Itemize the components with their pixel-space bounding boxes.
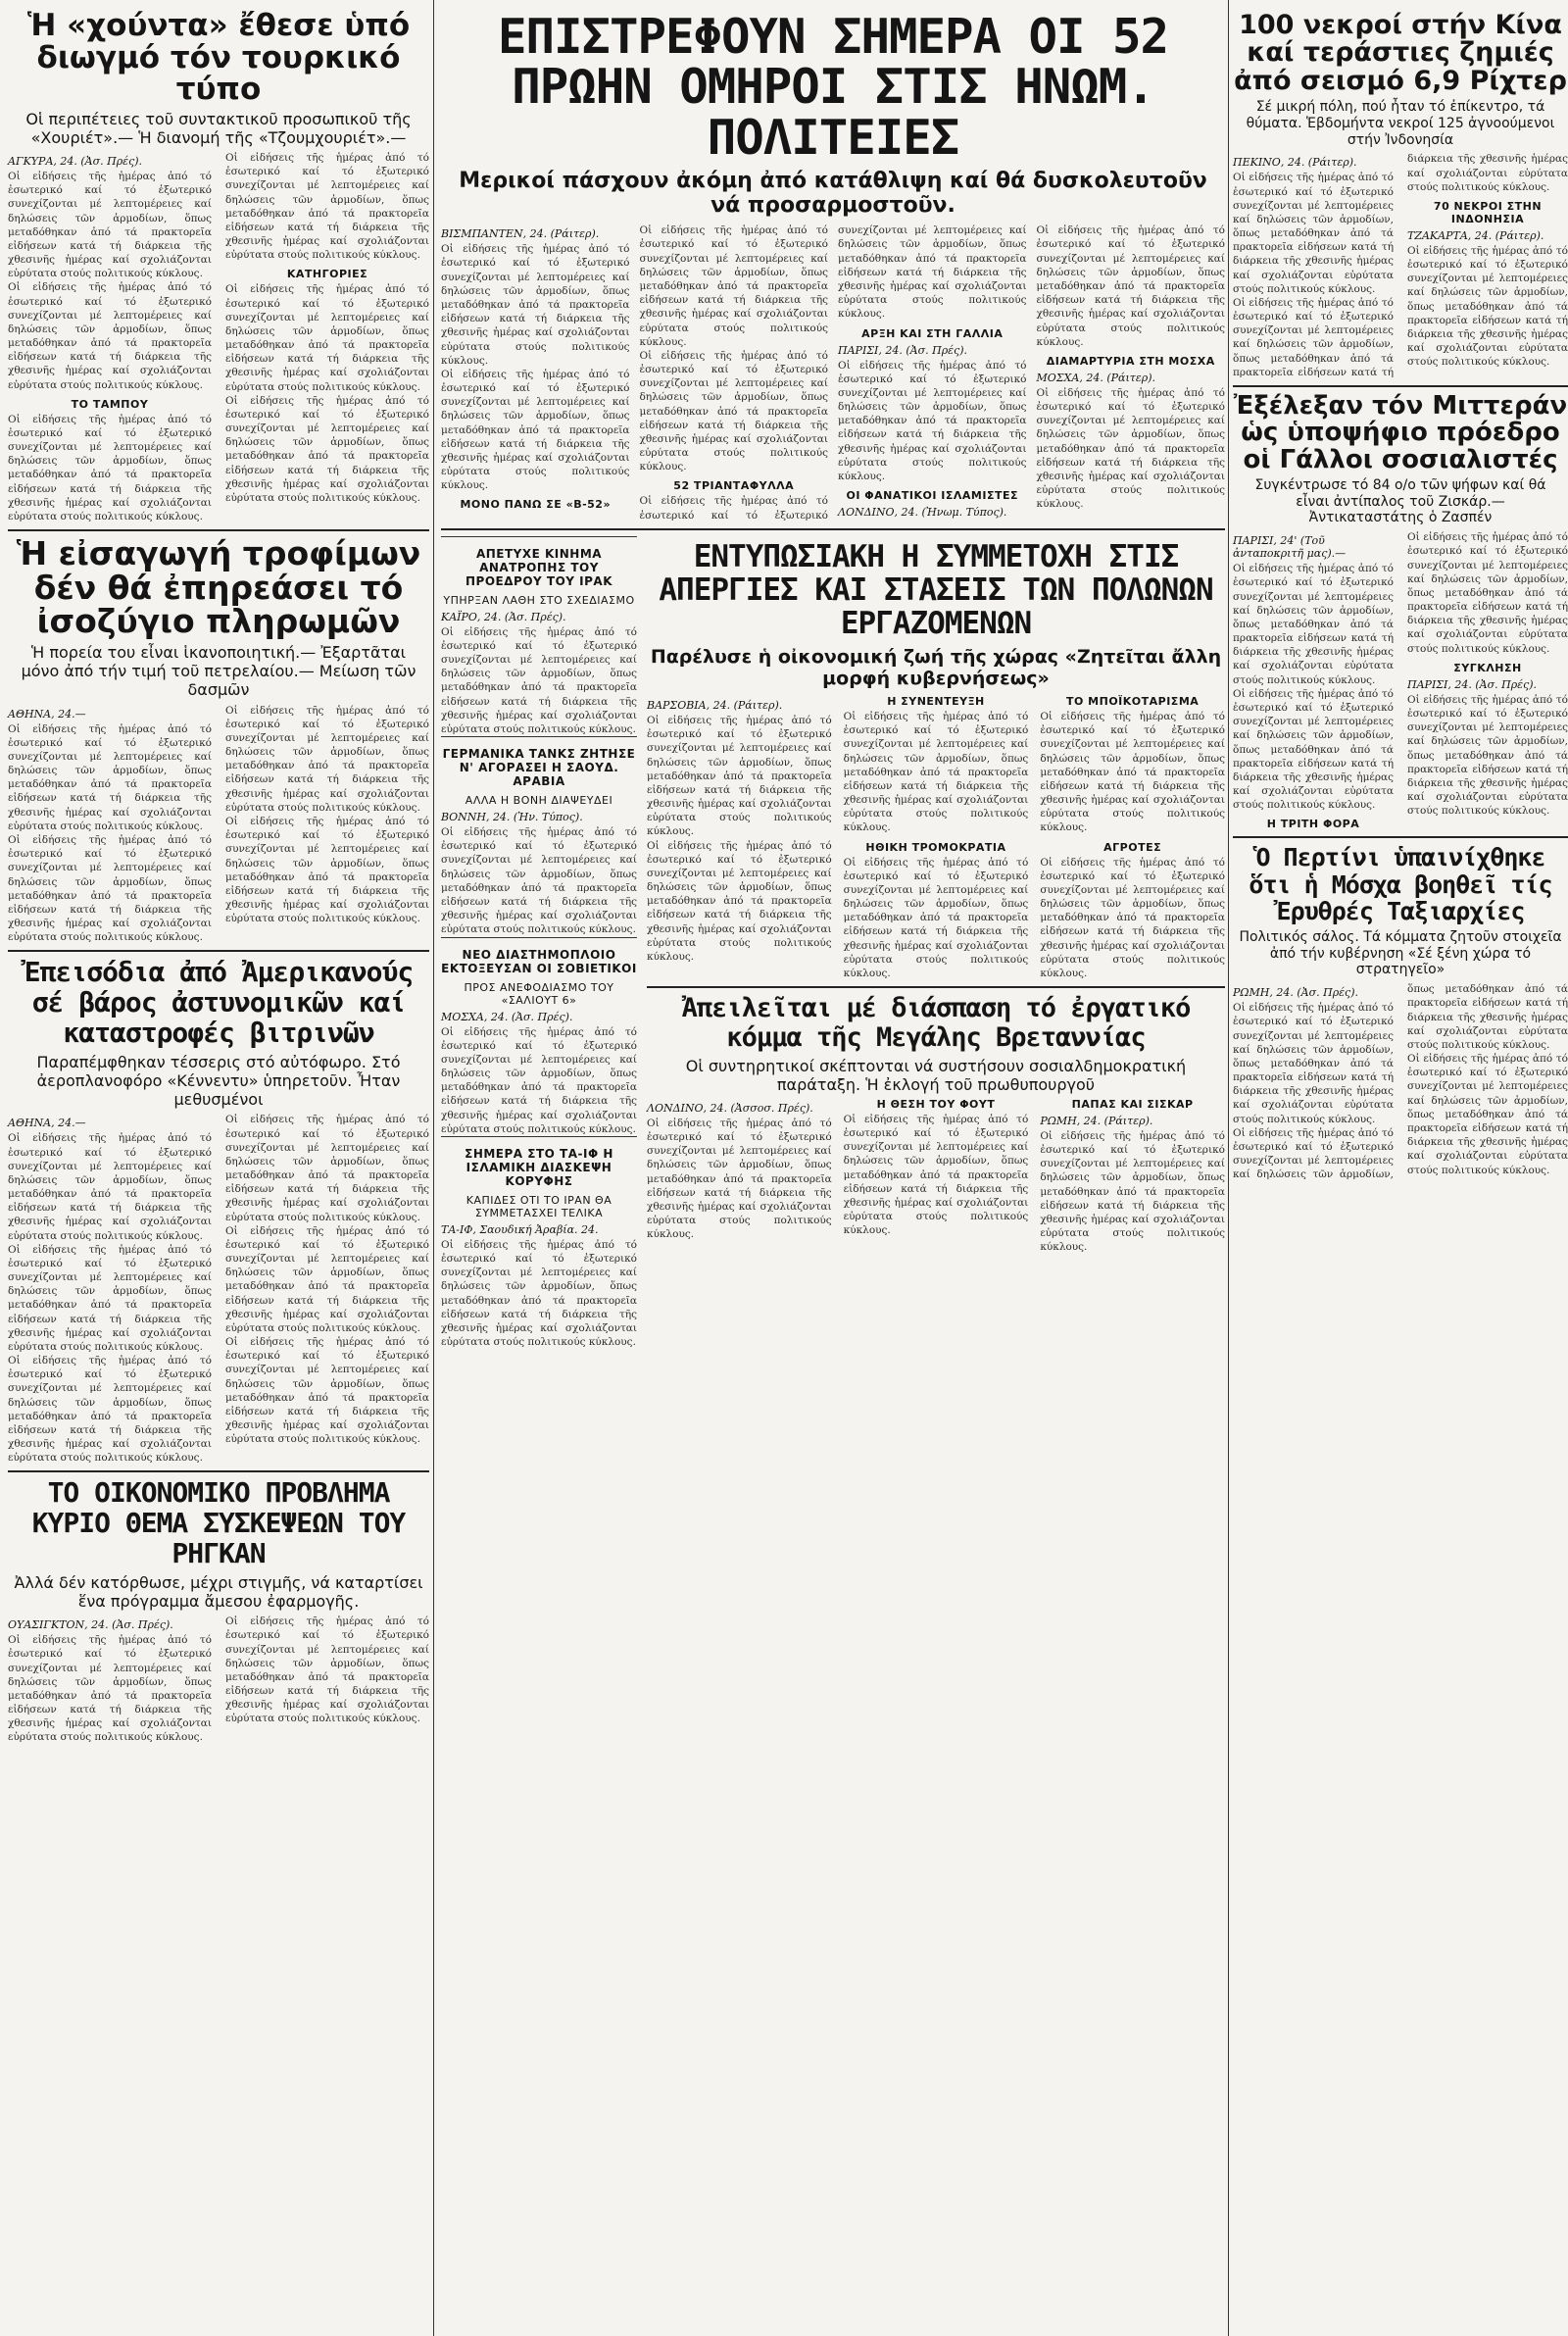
brief-sub: ΚΑΠΙΔΕΣ ΟΤΙ ΤΟ ΙΡΑΝ ΘΑ ΣΥΜΜΕΤΑΣΧΕΙ ΤΕΛΙΚΑ xyxy=(466,1193,612,1219)
headline: Ἡ «χούντα» ἔθεσε ὑπό διωγμό τόν τουρκικό τύπο xyxy=(26,8,411,108)
body-text: Οἱ εἰδήσεις τῆς ἡμέρας ἀπό τό ἐσωτερικό καί τό ἐξωτερικό συνεχίζονται μέ λεπτομέρειες καί δηλώσεις τῶν ἁρμοδίων, ὅπως μεταδόθηκαν ἀπό τά πρακτορεῖα εἰδήσεων κατά τή διάρκεια τῆς χθεσινῆς ἡμέρας καί σχολιάζονται εὐρύτατα στούς πολιτικούς κύκλους. xyxy=(441,625,637,735)
body-text: Οἱ εἰδήσεις τῆς ἡμέρας ἀπό τό ἐσωτερικό καί τό ἐξωτερικό συνεχίζονται μέ λεπτομέρειες καί δηλώσεις τῶν ἁρμοδίων, ὅπως μεταδόθηκαν ἀπό τά πρακτορεῖα εἰδήσεων κατά τή διάρκεια τῆς χθεσινῆς ἡμέρας καί σχολιάζονται εὐρύτατα στούς πολιτικούς κύκλους. xyxy=(225,816,429,925)
brief-headline: ΝΕΟ ΔΙΑΣΤΗΜΟΠΛΟΙΟ ΕΚΤΟΞΕΥΣΑΝ ΟΙ ΣΟΒΙΕΤΙΚΟΙ xyxy=(441,947,637,975)
section-heading: ΑΡΞΗ ΚΑΙ ΣΤΗ ΓΑΛΛΙΑ xyxy=(861,326,1004,340)
subheadline: Ἡ πορεία του εἶναι ἱκανοποιητική.— Ἐξαρτᾶται μόνο ἀπό τήν τιμή τοῦ πετρελαίου.— Μείωση τῶν δασμῶν xyxy=(21,643,416,700)
body-text: Οἱ εἰδήσεις τῆς ἡμέρας ἀπό τό ἐσωτερικό καί τό ἐξωτερικό συνεχίζονται μέ λεπτομέρειες καί δηλώσεις τῶν ἁρμοδίων, ὅπως μεταδόθηκαν ἀπό τά πρακτορεῖα εἰδήσεων κατά τή διάρκεια τῆς χθεσινῆς ἡμέρας καί σχολιάζονται εὐρύτατα στούς πολιτικούς κύκλους. xyxy=(843,856,1029,979)
body-text: Οἱ εἰδήσεις τῆς ἡμέρας ἀπό τό ἐσωτερικό καί τό ἐξωτερικό συνεχίζονται μέ λεπτομέρειες καί δηλώσεις τῶν ἁρμοδίων, ὅπως μεταδόθηκαν ἀπό τά πρακτορεῖα εἰδήσεων κατά τή διάρκεια τῆς χθεσινῆς ἡμέρας καί σχολιάζονται εὐρύτατα στούς πολιτικούς κύκλους. xyxy=(1407,244,1568,369)
article-hostages xyxy=(441,9,1225,522)
body-text: Οἱ εἰδήσεις τῆς ἡμέρας ἀπό τό ἐσωτερικό καί τό ἐξωτερικό συνεχίζονται μέ λεπτομέρειες καί δηλώσεις τῶν ἁρμοδίων, ὅπως μεταδόθηκαν ἀπό τά πρακτορεῖα εἰδήσεων κατά τή διάρκεια τῆς χθεσινῆς ἡμέρας καί σχολιάζονται εὐρύτατα στούς πολιτικούς κύκλους. xyxy=(225,152,429,262)
article-mitterrand xyxy=(1233,393,1568,830)
body-text: Οἱ εἰδήσεις τῆς ἡμέρας ἀπό τό ἐσωτερικό καί τό ἐξωτερικό συνεχίζονται μέ λεπτομέρειες καί δηλώσεις τῶν ἁρμοδίων, ὅπως μεταδόθηκαν ἀπό τά πρακτορεῖα εἰδήσεων κατά τή διάρκεια τῆς χθεσινῆς ἡμέρας καί σχολιάζονται εὐρύτατα στούς πολιτικούς κύκλους. xyxy=(225,1114,429,1223)
section-heading: 70 ΝΕΚΡΟΙ ΣΤΗΝ ΙΝΔΟΝΗΣΙΑ xyxy=(1433,199,1543,225)
dateline: ΜΟΣΧΑ, 24. (Ράιτερ). xyxy=(1036,371,1155,384)
brief-islamic-summit xyxy=(441,1136,637,1349)
dateline: ΛΟΝΔΙΝΟ, 24. (Ἀσσοσ. Πρές). xyxy=(647,1101,813,1115)
body-text: Οἱ εἰδήσεις τῆς ἡμέρας ἀπό τό ἐσωτερικό καί τό ἐξωτερικό συνεχίζονται μέ λεπτομέρειες καί δηλώσεις τῶν ἁρμοδίων, ὅπως μεταδόθηκαν ἀπό τά πρακτορεῖα εἰδήσεων κατά τή διάρκεια τῆς χθεσινῆς ἡμέρας καί σχολιάζονται εὐρύτατα στούς πολιτικούς κύκλους. xyxy=(1233,153,1568,378)
dateline: ΠΕΚΙΝΟ, 24. (Ράιτερ). xyxy=(1233,156,1357,170)
column-rule xyxy=(1228,0,1229,2336)
body-text: Οἱ εἰδήσεις τῆς ἡμέρας ἀπό τό ἐσωτερικό καί τό ἐξωτερικό συνεχίζονται μέ λεπτομέρειες καί δηλώσεις τῶν ἁρμοδίων, ὅπως μεταδόθηκαν ἀπό τά πρακτορεῖα εἰδήσεων κατά τή διάρκεια τῆς χθεσινῆς ἡμέρας καί σχολιάζονται εὐρύτατα στούς πολιτικούς κύκλους. xyxy=(647,1117,832,1241)
body-text: Οἱ εἰδήσεις τῆς ἡμέρας ἀπό τό ἐσωτερικό καί τό ἐξωτερικό συνεχίζονται μέ λεπτομέρειες καί δηλώσεις τῶν ἁρμοδίων, ὅπως μεταδόθηκαν ἀπό τά πρακτορεῖα εἰδήσεων κατά τή διάρκεια τῆς χθεσινῆς ἡμέρας καί σχολιάζονται εὐρύτατα στούς πολιτικούς κύκλους. xyxy=(647,715,832,838)
section-heading: ΠΑΠΑΣ ΚΑΙ ΣΙΣΚΑΡ xyxy=(1071,1097,1194,1111)
body-text: Οἱ εἰδήσεις τῆς ἡμέρας ἀπό τό ἐσωτερικό καί τό ἐξωτερικό συνεχίζονται μέ λεπτομέρειες καί δηλώσεις τῶν ἁρμοδίων, ὅπως μεταδόθηκαν ἀπό τά πρακτορεῖα εἰδήσεων κατά τή διάρκεια τῆς χθεσινῆς ἡμέρας καί σχολιάζονται εὐρύτατα στούς πολιτικούς κύκλους. xyxy=(1407,693,1568,818)
body-text: Οἱ εἰδήσεις τῆς ἡμέρας ἀπό τό ἐσωτερικό καί τό ἐξωτερικό συνεχίζονται μέ λεπτομέρειες καί δηλώσεις τῶν ἁρμοδίων, ὅπως μεταδόθηκαν ἀπό τά πρακτορεῖα εἰδήσεων κατά τή διάρκεια τῆς χθεσινῆς ἡμέρας καί σχολιάζονται εὐρύτατα στούς πολιτικούς κύκλους. xyxy=(8,171,212,280)
body-text: Οἱ εἰδήσεις τῆς ἡμέρας ἀπό τό ἐσωτερικό καί τό ἐξωτερικό συνεχίζονται μέ λεπτομέρειες καί δηλώσεις τῶν ἁρμοδίων, ὅπως μεταδόθηκαν ἀπό τά πρακτορεῖα εἰδήσεων κατά τή διάρκεια τῆς χθεσινῆς ἡμέρας καί σχολιάζονται εὐρύτατα στούς πολιτικούς κύκλους. xyxy=(8,281,212,391)
dateline: ΑΘΗΝΑ, 24.— xyxy=(8,707,86,721)
article-food-imports xyxy=(8,534,429,944)
article-china-quake xyxy=(1233,12,1568,379)
divider xyxy=(8,529,429,531)
section-heading: ΔΙΑΜΑΡΤΥΡΙΑ ΣΤΗ ΜΟΣΧΑ xyxy=(1046,354,1215,368)
right-column xyxy=(1233,0,1568,1186)
brief-sub: ΥΠΗΡΞΑΝ ΛΑΘΗ ΣΤΟ ΣΧΕΔΙΑΣΜΟ xyxy=(443,593,635,607)
article-turkish-press xyxy=(8,10,429,523)
body-text: Οἱ εἰδήσεις τῆς ἡμέρας ἀπό τό ἐσωτερικό καί τό ἐξωτερικό συνεχίζονται μέ λεπτομέρειες καί δηλώσεις τῶν ἁρμοδίων, ὅπως μεταδόθηκαν ἀπό τά πρακτορεῖα εἰδήσεων κατά τή διάρκεια τῆς χθεσινῆς ἡμέρας καί σχολιάζονται εὐρύτατα στούς πολιτικούς κύκλους. xyxy=(8,413,212,522)
brief-sub: ΑΛΛΑ Η ΒΟΝΗ ΔΙΑΨΕΥΔΕΙ xyxy=(465,794,613,808)
divider xyxy=(8,950,429,952)
body-text: Οἱ εἰδήσεις τῆς ἡμέρας ἀπό τό ἐσωτερικό καί τό ἐξωτερικό συνεχίζονται μέ λεπτομέρειες καί δηλώσεις τῶν ἁρμοδίων, ὅπως μεταδόθηκαν ἀπό τά πρακτορεῖα εἰδήσεων κατά τή διάρκεια τῆς χθεσινῆς ἡμέρας καί σχολιάζονται εὐρύτατα στούς πολιτικούς κύκλους. xyxy=(441,243,630,367)
section-heading: ΜΟΝΟ ΠΑΝΩ ΣΕ «Β-52» xyxy=(460,498,612,512)
section-heading: ΑΓΡΟΤΕΣ xyxy=(1103,840,1162,854)
headline: ΕΝΤΥΠΩΣΙΑΚΗ Η ΣΥΜΜΕΤΟΧΗ ΣΤΙΣ ΑΠΕΡΓΙΕΣ ΚΑΙ ΣΤΑΣΕΙΣ ΤΩΝ ΠΟΛΩΝΩΝ ΕΡΓΑΖΟΜΕΝΩΝ xyxy=(659,538,1213,641)
dateline: ΜΟΣΧΑ, 24. (Ἀσ. Πρές). xyxy=(441,1010,573,1023)
dateline: ΡΩΜΗ, 24. (Ἀσ. Πρές). xyxy=(1233,986,1359,1000)
subheadline: Παρέλυσε ἡ οἰκονομική ζωή τῆς χώρας «Ζητεῖται ἄλλη μορφή κυβερνήσεως» xyxy=(650,646,1222,690)
body-text: Οἱ εἰδήσεις τῆς ἡμέρας ἀπό τό ἐσωτερικό καί τό ἐξωτερικό συνεχίζονται μέ λεπτομέρειες καί δηλώσεις τῶν ἁρμοδίων, ὅπως μεταδόθηκαν ἀπό τά πρακτορεῖα εἰδήσεων κατά τή διάρκεια τῆς χθεσινῆς ἡμέρας καί σχολιάζονται εὐρύτατα στούς πολιτικούς κύκλους. xyxy=(441,826,637,936)
subheadline: Πολιτικός σάλος. Τά κόμματα ζητοῦν στοιχεῖα ἀπό τήν κυβέρνηση «Σέ ξένη χώρα τό στρατηγεῖο» xyxy=(1239,928,1562,978)
body-text: Οἱ εἰδήσεις τῆς ἡμέρας ἀπό τό ἐσωτερικό καί τό ἐξωτερικό συνεχίζονται μέ λεπτομέρειες καί δηλώσεις τῶν ἁρμοδίων, ὅπως μεταδόθηκαν ἀπό τά πρακτορεῖα εἰδήσεων κατά τή διάρκεια τῆς χθεσινῆς ἡμέρας καί σχολιάζονται εὐρύτατα στούς πολιτικούς κύκλους. xyxy=(225,1336,429,1446)
body-text: Οἱ εἰδήσεις τῆς ἡμέρας ἀπό τό ἐσωτερικό καί τό ἐξωτερικό συνεχίζονται μέ λεπτομέρειες καί δηλώσεις τῶν ἁρμοδίων, ὅπως μεταδόθηκαν ἀπό τά πρακτορεῖα εἰδήσεων κατά τή διάρκεια τῆς χθεσινῆς ἡμέρας καί σχολιάζονται εὐρύτατα στούς πολιτικούς κύκλους. xyxy=(1233,563,1394,686)
brief-tanks xyxy=(441,736,637,936)
subheadline: Συγκέντρωσε τό 84 ο/ο τῶν ψήφων καί θά εἶναι ἀντίπαλος τοῦ Ζισκάρ.— Ἀντικαταστάτης ὁ Ζασπέν xyxy=(1254,476,1546,526)
section-heading: Η ΣΥΝΕΝΤΕΥΞΗ xyxy=(887,695,985,709)
section-heading: ΤΟ ΜΠΟΪΚΟΤΑΡΙΣΜΑ xyxy=(1065,695,1200,709)
body-text: Οἱ εἰδήσεις τῆς ἡμέρας ἀπό τό ἐσωτερικό καί τό ἐξωτερικό συνεχίζονται μέ λεπτομέρειες καί δηλώσεις τῶν ἁρμοδίων, ὅπως μεταδόθηκαν ἀπό τά πρακτορεῖα εἰδήσεων κατά τή διάρκεια τῆς χθεσινῆς ἡμέρας καί σχολιάζονται εὐρύτατα στούς πολιτικούς κύκλους. xyxy=(639,224,828,348)
brief-headline: ΓΕΡΜΑΝΙΚΑ ΤΑΝΚΣ ΖΗΤΗΣΕ Ν' ΑΓΟΡΑΣΕΙ Η ΣΑΟΥΔ. ΑΡΑΒΙΑ xyxy=(442,747,636,789)
brief-headline: ΣΗΜΕΡΑ ΣΤΟ ΤΑ-ΙΦ Η ΙΣΛΑΜΙΚΗ ΔΙΑΣΚΕΨΗ ΚΟΡΥΦΗΣ xyxy=(465,1146,613,1188)
body-text: Οἱ εἰδήσεις τῆς ἡμέρας ἀπό τό ἐσωτερικό καί τό ἐξωτερικό συνεχίζονται μέ λεπτομέρειες καί δηλώσεις τῶν ἁρμοδίων, ὅπως μεταδόθηκαν ἀπό τά πρακτορεῖα εἰδήσεων κατά τή διάρκεια τῆς χθεσινῆς ἡμέρας καί σχολιάζονται εὐρύτατα στούς πολιτικούς κύκλους. xyxy=(1036,386,1225,511)
brief-headline: ΑΠΕΤΥΧΕ ΚΙΝΗΜΑ ΑΝΑΤΡΟΠΗΣ ΤΟΥ ΠΡΟΕΔΡΟΥ ΤΟΥ ΙΡΑΚ xyxy=(466,546,612,588)
divider xyxy=(1233,836,1568,838)
body-text: Οἱ εἰδήσεις τῆς ἡμέρας ἀπό τό ἐσωτερικό καί τό ἐξωτερικό συνεχίζονται μέ λεπτομέρειες καί δηλώσεις τῶν ἁρμοδίων, ὅπως μεταδόθηκαν ἀπό τά πρακτορεῖα εἰδήσεων κατά τή διάρκεια τῆς χθεσινῆς ἡμέρας καί σχολιάζονται εὐρύτατα στούς πολιτικούς κύκλους. xyxy=(225,704,429,814)
article-reagan-economy xyxy=(8,1478,429,1744)
body-text: Οἱ εἰδήσεις τῆς ἡμέρας ἀπό τό ἐσωτερικό καί τό ἐξωτερικό συνεχίζονται μέ λεπτομέρειες καί δηλώσεις τῶν ἁρμοδίων, ὅπως μεταδόθηκαν ἀπό τά πρακτορεῖα εἰδήσεων κατά τή διάρκεια τῆς χθεσινῆς ἡμέρας καί σχολιάζονται εὐρύτατα στούς πολιτικούς κύκλους. xyxy=(639,349,828,473)
subheadline: Μερικοί πάσχουν ἀκόμη ἀπό κατάθλιψη καί θά δυσκολευτοῦν νά προσαρμοστοῦν. xyxy=(459,169,1207,219)
lead-headline: ΕΠΙΣΤΡΕΦΟΥΝ ΣΗΜΕΡΑ ΟΙ 52 ΠΡΩΗΝ ΟΜΗΡΟΙ ΣΤΙΣ ΗΝΩΜ. ΠΟΛΙΤΕΙΕΣ xyxy=(497,9,1168,166)
dateline: ΠΑΡΙΣΙ, 24. (Ἀσ. Πρές). xyxy=(838,343,968,357)
divider xyxy=(1233,385,1568,387)
headline: 100 νεκροί στήν Κίνα καί τεράστιες ζημιές ἀπό σεισμό 6,9 Ρίχτερ xyxy=(1234,10,1567,96)
subheadline: Οἱ συντηρητικοί σκέπτονται νά συστήσουν σοσιαλδημοκρατική παράταξη. Ἡ ἐκλογή τοῦ πρωθυπουργοῦ xyxy=(685,1056,1187,1094)
body-text: Οἱ εἰδήσεις τῆς ἡμέρας ἀπό τό ἐσωτερικό καί τό ἐξωτερικό συνεχίζονται μέ λεπτομέρειες καί δηλώσεις τῶν ἁρμοδίων, ὅπως μεταδόθηκαν ἀπό τά πρακτορεῖα εἰδήσεων κατά τή διάρκεια τῆς χθεσινῆς ἡμέρας καί σχολιάζονται εὐρύτατα στούς πολιτικούς κύκλους. xyxy=(1233,1002,1394,1125)
section-heading: Η ΘΕΣΗ ΤΟΥ ΦΟΥΤ xyxy=(876,1097,996,1111)
article-pertini xyxy=(1233,844,1568,1181)
section-heading: ΗΘΙΚΗ ΤΡΟΜΟΚΡΑΤΙΑ xyxy=(865,840,1006,854)
lower-center xyxy=(441,536,1225,1350)
divider xyxy=(647,986,1225,988)
body-text: Οἱ εἰδήσεις τῆς ἡμέρας ἀπό τό ἐσωτερικό καί τό ἐξωτερικό συνεχίζονται μέ λεπτομέρειες καί δηλώσεις τῶν ἁρμοδίων, ὅπως μεταδόθηκαν ἀπό τά πρακτορεῖα εἰδήσεων κατά τή διάρκεια τῆς χθεσινῆς ἡμέρας καί σχολιάζονται εὐρύτατα στούς πολιτικούς κύκλους. xyxy=(8,834,212,944)
body-text: Οἱ εἰδήσεις τῆς ἡμέρας ἀπό τό ἐσωτερικό καί τό ἐξωτερικό συνεχίζονται μέ λεπτομέρειες καί δηλώσεις τῶν ἁρμοδίων, ὅπως μεταδόθηκαν ἀπό τά πρακτορεῖα εἰδήσεων κατά τή διάρκεια τῆς χθεσινῆς ἡμέρας καί σχολιάζονται εὐρύτατα στούς πολιτικούς κύκλους. xyxy=(843,711,1029,834)
body-text: Οἱ εἰδήσεις τῆς ἡμέρας ἀπό τό ἐσωτερικό καί τό ἐξωτερικό συνεχίζονται μέ λεπτομέρειες καί δηλώσεις τῶν ἁρμοδίων, ὅπως μεταδόθηκαν ἀπό τά πρακτορεῖα εἰδήσεων κατά τή διάρκεια τῆς χθεσινῆς ἡμέρας καί σχολιάζονται εὐρύτατα στούς πολιτικούς κύκλους. xyxy=(1233,687,1394,812)
body-text: Οἱ εἰδήσεις τῆς ἡμέρας ἀπό τό ἐσωτερικό καί τό ἐξωτερικό συνεχίζονται μέ λεπτομέρειες καί δηλώσεις τῶν ἁρμοδίων, ὅπως μεταδόθηκαν ἀπό τά πρακτορεῖα εἰδήσεων κατά τή διάρκεια τῆς χθεσινῆς ἡμέρας καί σχολιάζονται εὐρύτατα στούς πολιτικούς κύκλους. xyxy=(225,283,429,393)
body-text: Οἱ εἰδήσεις τῆς ἡμέρας ἀπό τό ἐσωτερικό καί τό ἐξωτερικό συνεχίζονται μέ λεπτομέρειες καί δηλώσεις τῶν ἁρμοδίων, ὅπως μεταδόθηκαν ἀπό τά πρακτορεῖα εἰδήσεων κατά τή διάρκεια τῆς χθεσινῆς ἡμέρας καί σχολιάζονται εὐρύτατα στούς πολιτικούς κύκλους. xyxy=(1407,1053,1568,1176)
dateline: ΠΑΡΙΣΙ, 24' (Τοῦ ἀνταποκριτῆ μας).— xyxy=(1233,534,1347,561)
subheadline: Παραπέμφθηκαν τέσσερις στό αὐτόφωρο. Στό ἀεροπλανοφόρο «Κέννεντυ» ὑπηρετοῦν. Ἦταν μεθυσμένοι xyxy=(36,1052,401,1110)
dateline: ΑΘΗΝΑ, 24.— xyxy=(8,1117,86,1130)
brief-sub: ΠΡΟΣ ΑΝΕΦΟΔΙΑΣΜΟ ΤΟΥ «ΣΑΛΙΟΥΤ 6» xyxy=(464,980,614,1007)
article-labour-split xyxy=(647,994,1225,1254)
body-text: Οἱ εἰδήσεις τῆς ἡμέρας ἀπό τό ἐσωτερικό καί τό ἐξωτερικό συνεχίζονται μέ λεπτομέρειες καί δηλώσεις τῶν ἁρμοδίων, ὅπως μεταδόθηκαν ἀπό τά πρακτορεῖα εἰδήσεων κατά τή διάρκεια τῆς χθεσινῆς ἡμέρας καί σχολιάζονται εὐρύτατα στούς πολιτικούς κύκλους. xyxy=(8,1132,212,1242)
briefs-column xyxy=(441,536,637,1350)
section-heading: ΣΥΓΚΛΗΣΗ xyxy=(1453,661,1522,674)
body-text: Οἱ εἰδήσεις τῆς ἡμέρας ἀπό τό ἐσωτερικό καί τό ἐξωτερικό συνεχίζονται μέ λεπτομέρειες καί δηλώσεις τῶν ἁρμοδίων, ὅπως μεταδόθηκαν ἀπό τά πρακτορεῖα εἰδήσεων κατά τή διάρκεια τῆς χθεσινῆς ἡμέρας καί σχολιάζονται εὐρύτατα στούς πολιτικούς κύκλους. xyxy=(1233,983,1568,1181)
section-heading: Η ΤΡΙΤΗ ΦΟΡΑ xyxy=(1266,818,1360,831)
body-text: Οἱ εἰδήσεις τῆς ἡμέρας ἀπό τό ἐσωτερικό καί τό ἐξωτερικό συνεχίζονται μέ λεπτομέρειες καί δηλώσεις τῶν ἁρμοδίων, ὅπως μεταδόθηκαν ἀπό τά πρακτορεῖα εἰδήσεων κατά τή διάρκεια τῆς χθεσινῆς ἡμέρας καί σχολιάζονται εὐρύτατα στούς πολιτικούς κύκλους. xyxy=(225,1615,429,1725)
dateline: ΚΑΪΡΟ, 24. (Ἀσ. Πρές). xyxy=(441,610,566,623)
dateline: ΛΟΝΔΙΝΟ, 24. (Ἠνωμ. Τύπος). xyxy=(838,506,1007,520)
section-heading: ΚΑΤΗΓΟΡΙΕΣ xyxy=(286,268,368,281)
body-text: Οἱ εἰδήσεις τῆς ἡμέρας ἀπό τό ἐσωτερικό καί τό ἐξωτερικό συνεχίζονται μέ λεπτομέρειες καί δηλώσεις τῶν ἁρμοδίων, ὅπως μεταδόθηκαν ἀπό τά πρακτορεῖα εἰδήσεων κατά τή διάρκεια τῆς χθεσινῆς ἡμέρας καί σχολιάζονται εὐρύτατα στούς πολιτικούς κύκλους. xyxy=(225,394,429,504)
body-text: Οἱ εἰδήσεις τῆς ἡμέρας ἀπό τό ἐσωτερικό καί τό ἐξωτερικό συνεχίζονται μέ λεπτομέρειες καί δηλώσεις τῶν ἁρμοδίων, ὅπως μεταδόθηκαν ἀπό τά πρακτορεῖα εἰδήσεων κατά τή διάρκεια τῆς χθεσινῆς ἡμέρας καί σχολιάζονται εὐρύτατα στούς πολιτικούς κύκλους. xyxy=(647,839,832,963)
dateline: ΒΙΣΜΠΑΝΤΕΝ, 24. (Ράιτερ). xyxy=(441,227,600,241)
section-heading: ΟΙ ΦΑΝΑΤΙΚΟΙ ΙΣΛΑΜΙΣΤΕΣ xyxy=(846,489,1018,503)
headline: Ἀπειλεῖται μέ διάσπαση τό ἐργατικό κόμμα τῆς Μεγάλης Βρεταννίας xyxy=(681,993,1191,1053)
dateline: ΤΑ-ΙΦ, Σαουδική Ἀραβία. 24. xyxy=(441,1222,599,1236)
section-heading: ΤΟ ΤΑΜΠΟΥ xyxy=(71,397,149,411)
subheadline: Ἀλλά δέν κατόρθωσε, μέχρι στιγμῆς, νά καταρτίσει ἕνα πρόγραμμα ἄμεσου ἐφαρμογῆς. xyxy=(14,1572,423,1612)
dateline: ΠΑΡΙΣΙ, 24. (Ἀσ. Πρές). xyxy=(1407,677,1538,691)
section-heading: 52 ΤΡΙΑΝΤΑΦΥΛΛΑ xyxy=(673,479,795,493)
center-column xyxy=(441,0,1225,1349)
body-text: Οἱ εἰδήσεις τῆς ἡμέρας ἀπό τό ἐσωτερικό καί τό ἐξωτερικό συνεχίζονται μέ λεπτομέρειες καί δηλώσεις τῶν ἁρμοδίων, ὅπως μεταδόθηκαν ἀπό τά πρακτορεῖα εἰδήσεων κατά τή διάρκεια τῆς χθεσινῆς ἡμέρας καί σχολιάζονται εὐρύτατα στούς πολιτικούς κύκλους. xyxy=(225,1224,429,1334)
body-text: Οἱ εἰδήσεις τῆς ἡμέρας ἀπό τό ἐσωτερικό καί τό ἐξωτερικό συνεχίζονται μέ λεπτομέρειες καί δηλώσεις τῶν ἁρμοδίων, ὅπως μεταδόθηκαν ἀπό τά πρακτορεῖα εἰδήσεων κατά τή διάρκεια τῆς χθεσινῆς ἡμέρας καί σχολιάζονται εὐρύτατα στούς πολιτικούς κύκλους. xyxy=(1040,1129,1225,1254)
dateline: ΑΓΚΥΡΑ, 24. (Ἀσ. Πρές). xyxy=(8,155,143,169)
body-text: Οἱ εἰδήσεις τῆς ἡμέρας ἀπό τό ἐσωτερικό καί τό ἐξωτερικό συνεχίζονται μέ λεπτομέρειες καί δηλώσεις τῶν ἁρμοδίων, ὅπως μεταδόθηκαν ἀπό τά πρακτορεῖα εἰδήσεων κατά τή διάρκεια τῆς χθεσινῆς ἡμέρας καί σχολιάζονται εὐρύτατα στούς πολιτικούς κύκλους. xyxy=(1036,224,1225,348)
left-column xyxy=(8,0,429,1749)
headline: Ἐξέλεξαν τόν Μιττεράν ὡς ὑποψήφιο πρόεδρο οἱ Γάλλοι σοσιαλιστές xyxy=(1233,391,1568,474)
headline: Ἐπεισόδια ἀπό Ἀμερικανούς σέ βάρος ἀστυνομικῶν καί καταστροφές βιτρινῶν xyxy=(24,956,414,1049)
body-text: Οἱ εἰδήσεις τῆς ἡμέρας ἀπό τό ἐσωτερικό καί τό ἐξωτερικό συνεχίζονται μέ λεπτομέρειες καί δηλώσεις τῶν ἁρμοδίων, ὅπως μεταδόθηκαν ἀπό τά πρακτορεῖα εἰδήσεων κατά τή διάρκεια τῆς χθεσινῆς ἡμέρας καί σχολιάζονται εὐρύτατα στούς πολιτικούς κύκλους. xyxy=(843,1113,1029,1237)
divider xyxy=(441,528,1225,530)
body-text: Οἱ εἰδήσεις τῆς ἡμέρας ἀπό τό ἐσωτερικό καί τό ἐξωτερικό συνεχίζονται μέ λεπτομέρειες καί δηλώσεις τῶν ἁρμοδίων, ὅπως μεταδόθηκαν ἀπό τά πρακτορεῖα εἰδήσεων κατά τή διάρκεια τῆς χθεσινῆς ἡμέρας καί σχολιάζονται εὐρύτατα στούς πολιτικούς κύκλους. xyxy=(441,1238,637,1349)
body-text: Οἱ εἰδήσεις τῆς ἡμέρας ἀπό τό ἐσωτερικό καί τό ἐξωτερικό συνεχίζονται μέ λεπτομέρειες καί δηλώσεις τῶν ἁρμοδίων, ὅπως μεταδόθηκαν ἀπό τά πρακτορεῖα εἰδήσεων κατά τή διάρκεια τῆς χθεσινῆς ἡμέρας καί σχολιάζονται εὐρύτατα στούς πολιτικούς κύκλους. xyxy=(441,368,630,492)
headline: Ὁ Περτίνι ὑπαινίχθηκε ὅτι ἡ Μόσχα βοηθεῖ τίς Ἐρυθρές Ταξιαρχίες xyxy=(1249,843,1552,926)
dateline: ΒΑΡΣΟΒΙΑ, 24. (Ράιτερ). xyxy=(647,699,783,713)
body-text: Οἱ εἰδήσεις τῆς ἡμέρας ἀπό τό ἐσωτερικό καί τό ἐξωτερικό συνεχίζονται μέ λεπτομέρειες καί δηλώσεις τῶν ἁρμοδίων, ὅπως μεταδόθηκαν ἀπό τά πρακτορεῖα εἰδήσεων κατά τή διάρκεια τῆς χθεσινῆς ἡμέρας καί σχολιάζονται εὐρύτατα στούς πολιτικούς κύκλους. xyxy=(639,224,1027,522)
body-text: Οἱ εἰδήσεις τῆς ἡμέρας ἀπό τό ἐσωτερικό καί τό ἐξωτερικό συνεχίζονται μέ λεπτομέρειες καί δηλώσεις τῶν ἁρμοδίων, ὅπως μεταδόθηκαν ἀπό τά πρακτορεῖα εἰδήσεων κατά τή διάρκεια τῆς χθεσινῆς ἡμέρας καί σχολιάζονται εὐρύτατα στούς πολιτικούς κύκλους. xyxy=(1233,172,1394,295)
dateline: ΟΥΑΣΙΓΚΤΟΝ, 24. (Ἀσ. Πρές). xyxy=(8,1618,173,1632)
body-text: Οἱ εἰδήσεις τῆς ἡμέρας ἀπό τό ἐσωτερικό καί τό ἐξωτερικό συνεχίζονται μέ λεπτομέρειες καί δηλώσεις τῶν ἁρμοδίων, ὅπως μεταδόθηκαν ἀπό τά πρακτορεῖα εἰδήσεων κατά τή διάρκεια τῆς χθεσινῆς ἡμέρας καί σχολιάζονται εὐρύτατα στούς πολιτικούς κύκλους. xyxy=(441,1025,637,1135)
column-rule xyxy=(433,0,434,2336)
brief-iraq xyxy=(441,536,637,736)
brief-spacecraft xyxy=(441,937,637,1136)
dateline: ΤΖΑΚΑΡΤΑ, 24. (Ράιτερ). xyxy=(1407,228,1544,242)
headline: ΤΟ ΟΙΚΟΝΟΜΙΚΟ ΠΡΟΒΛΗΜΑ ΚΥΡΙΟ ΘΕΜΑ ΣΥΣΚΕΨΕΩΝ ΤΟΥ ΡΗΓΚΑΝ xyxy=(31,1476,406,1570)
body-text: Οἱ εἰδήσεις τῆς ἡμέρας ἀπό τό ἐσωτερικό καί τό ἐξωτερικό συνεχίζονται μέ λεπτομέρειες καί δηλώσεις τῶν ἁρμοδίων, ὅπως μεταδόθηκαν ἀπό τά πρακτορεῖα εἰδήσεων κατά τή διάρκεια τῆς χθεσινῆς ἡμέρας καί σχολιάζονται εὐρύτατα στούς πολιτικούς κύκλους. xyxy=(8,1355,212,1465)
dateline: ΡΩΜΗ, 24. (Ράιτερ). xyxy=(1040,1114,1153,1127)
article-us-sailors xyxy=(8,958,429,1465)
body-text: Οἱ εἰδήσεις τῆς ἡμέρας ἀπό τό ἐσωτερικό καί τό ἐξωτερικό συνεχίζονται μέ λεπτομέρειες καί δηλώσεις τῶν ἁρμοδίων, ὅπως μεταδόθηκαν ἀπό τά πρακτορεῖα εἰδήσεων κατά τή διάρκεια τῆς χθεσινῆς ἡμέρας καί σχολιάζονται εὐρύτατα στούς πολιτικούς κύκλους. xyxy=(8,1243,212,1353)
article-poland-strikes xyxy=(647,540,1225,980)
body-text: Οἱ εἰδήσεις τῆς ἡμέρας ἀπό τό ἐσωτερικό καί τό ἐξωτερικό συνεχίζονται μέ λεπτομέρειες καί δηλώσεις τῶν ἁρμοδίων, ὅπως μεταδόθηκαν ἀπό τά πρακτορεῖα εἰδήσεων κατά τή διάρκεια τῆς χθεσινῆς ἡμέρας καί σχολιάζονται εὐρύτατα στούς πολιτικούς κύκλους. xyxy=(1040,711,1225,834)
divider xyxy=(8,1470,429,1472)
stories-column xyxy=(647,536,1225,1350)
headline: Ἡ εἰσαγωγή τροφίμων δέν θά ἐπηρεάσει τό ἰσοζύγιο πληρωμῶν xyxy=(16,534,421,641)
body-text: Οἱ εἰδήσεις τῆς ἡμέρας ἀπό τό ἐσωτερικό καί τό ἐξωτερικό συνεχίζονται μέ λεπτομέρειες καί δηλώσεις τῶν ἁρμοδίων, ὅπως μεταδόθηκαν ἀπό τά πρακτορεῖα εἰδήσεων κατά τή διάρκεια τῆς χθεσινῆς ἡμέρας καί σχολιάζονται εὐρύτατα στούς πολιτικούς κύκλους. xyxy=(8,722,212,832)
body-text: Οἱ εἰδήσεις τῆς ἡμέρας ἀπό τό ἐσωτερικό καί τό ἐξωτερικό συνεχίζονται μέ λεπτομέρειες καί δηλώσεις τῶν ἁρμοδίων, ὅπως μεταδόθηκαν ἀπό τά πρακτορεῖα εἰδήσεων κατά τή διάρκεια τῆς χθεσινῆς ἡμέρας καί σχολιάζονται εὐρύτατα στούς πολιτικούς κύκλους. xyxy=(1040,856,1225,979)
body-text: Οἱ εἰδήσεις τῆς ἡμέρας ἀπό τό ἐσωτερικό καί τό ἐξωτερικό συνεχίζονται μέ λεπτομέρειες καί δηλώσεις τῶν ἁρμοδίων, ὅπως μεταδόθηκαν ἀπό τά πρακτορεῖα εἰδήσεων κατά τή διάρκεια τῆς χθεσινῆς ἡμέρας καί σχολιάζονται εὐρύτατα στούς πολιτικούς κύκλους. xyxy=(838,359,1027,482)
subheadline: Σέ μικρή πόλη, πού ἦταν τό ἐπίκεντρο, τά θύματα. Ἑβδομήντα νεκροί 125 ἀγνοούμενοι στήν Ἰνδονησία xyxy=(1246,99,1555,148)
body-text: Οἱ εἰδήσεις τῆς ἡμέρας ἀπό τό ἐσωτερικό καί τό ἐξωτερικό συνεχίζονται μέ λεπτομέρειες καί δηλώσεις τῶν ἁρμοδίων, ὅπως μεταδόθηκαν ἀπό τά πρακτορεῖα εἰδήσεων κατά τή διάρκεια τῆς χθεσινῆς ἡμέρας καί σχολιάζονται εὐρύτατα στούς πολιτικούς κύκλους. xyxy=(8,1634,212,1744)
subheadline: Οἱ περιπέτειες τοῦ συντακτικοῦ προσωπικοῦ τῆς «Χουριέτ».— Ἡ διανομή τῆς «Τζουμχουριέτ».— xyxy=(25,109,412,147)
body-text: Οἱ εἰδήσεις τῆς ἡμέρας ἀπό τό ἐσωτερικό καί τό ἐξωτερικό συνεχίζονται μέ λεπτομέρειες καί δηλώσεις τῶν ἁρμοδίων, ὅπως μεταδόθηκαν ἀπό τά πρακτορεῖα εἰδήσεων κατά τή διάρκεια τῆς χθεσινῆς ἡμέρας καί σχολιάζονται εὐρύτατα στούς πολιτικούς κύκλους. xyxy=(1407,531,1568,655)
dateline: ΒΟΝΝΗ, 24. (Ἠν. Τύπος). xyxy=(441,811,583,824)
